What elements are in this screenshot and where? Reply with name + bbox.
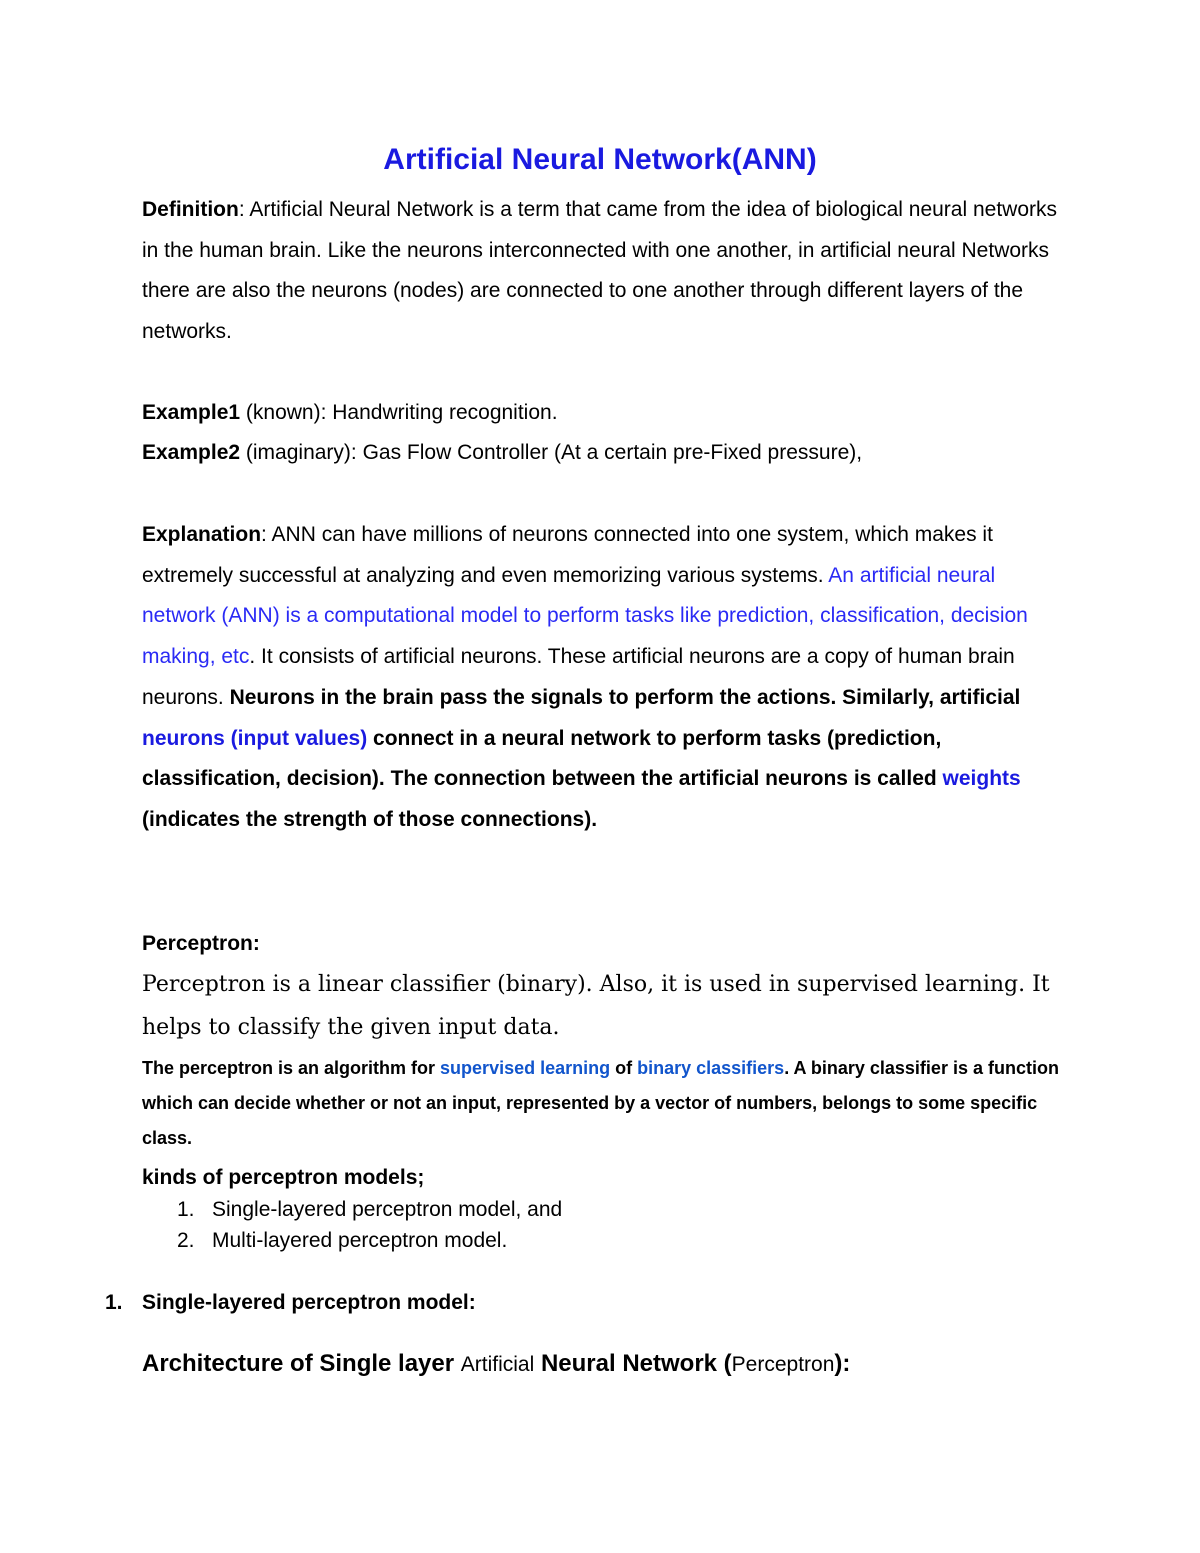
explanation-blue-bold2: weights [942,767,1021,791]
list-item [142,1194,1042,1225]
definition-label: Definition [142,198,239,221]
supervised-learning-link[interactable]: supervised learning [440,1058,611,1078]
explanation-bold3: (indicates the strength of those connections). [142,807,598,831]
architecture-part4: Perceptron [731,1353,835,1376]
list-item-number: 2. [177,1229,195,1252]
definition-text: Artificial Neural Network is a term that came from the idea of biological neural networks in the human brain. Like the neurons interconnected with one another, in artificial neural Networks there are also the neurons (nodes) are connected to one another through different layers of the networks. [142,198,1058,344]
example1-detail: (known): Handwriting recognition. [240,401,558,424]
explanation-blue-bold1: neurons (input values) [142,726,368,750]
binary-classifiers-link[interactable]: binary classifiers [637,1058,785,1078]
perceptron-def-start: The perceptron is an algorithm for [142,1058,441,1078]
explanation-blue-text: An artificial neural network (ANN) is a computational model to perform tasks like prediction, classification, decision making, etc [142,563,1028,669]
example1-label: Example1 [142,401,241,424]
perceptron-def-of: of [610,1058,638,1078]
page-title: Artificial Neural Network(ANN) [383,143,817,176]
kinds-heading: kinds of perceptron models; [142,1166,425,1189]
explanation-separator: : [261,523,272,546]
perceptron-definition [142,1051,1072,1156]
kinds-list [142,1194,1042,1256]
architecture-part5: ): [834,1350,851,1377]
explanation-bold1: Neurons in the brain pass the signals to perform the actions. Similarly, artificial [229,685,1021,709]
explanation-text2: . It consists of artificial neurons. These artificial neurons are a copy of human brain neurons. [142,645,1015,709]
section-title: Single-layered perceptron model: [142,1291,476,1314]
example1 [142,393,1072,434]
example2 [142,433,1072,474]
section-number: 1. [105,1291,123,1314]
definition-separator: : [238,198,250,221]
section-heading-single-layer [105,1288,476,1318]
example2-label: Example2 [142,441,241,464]
explanation-bold2: connect in a neural network to perform tasks (prediction, classification, decision). The connection between the artificial neurons is called [142,726,943,791]
explanation-paragraph [142,515,1072,841]
perceptron-heading: Perceptron: [142,932,260,955]
list-item-text: Single-layered perceptron model, and [212,1198,563,1221]
explanation-label: Explanation [142,523,262,546]
explanation-text1: ANN can have millions of neurons connected into one system, which makes it extremely successful at analyzing and even memorizing various systems. [142,523,993,587]
example2-detail: (imaginary): Gas Flow Controller (At a certain pre-Fixed pressure), [240,441,863,464]
list-item-text: Multi-layered perceptron model. [212,1229,508,1252]
architecture-part3: Neural Network ( [534,1350,732,1377]
perceptron-def-rest: . A binary classifier is a function which can decide whether or not an input, represented by a vector of numbers, belongs to some specific class. [142,1058,1059,1148]
perceptron-serif-text: Perceptron is a linear classifier (binary). Also, it is used in supervised learning. It helps to classify the given input data. [142,972,1050,1040]
list-item-number: 1. [177,1198,195,1221]
definition-paragraph [142,190,1072,353]
list-item [142,1225,1042,1256]
architecture-heading [142,1346,850,1383]
architecture-part1: Architecture of Single layer [142,1350,461,1377]
architecture-part2: Artificial [460,1353,535,1376]
